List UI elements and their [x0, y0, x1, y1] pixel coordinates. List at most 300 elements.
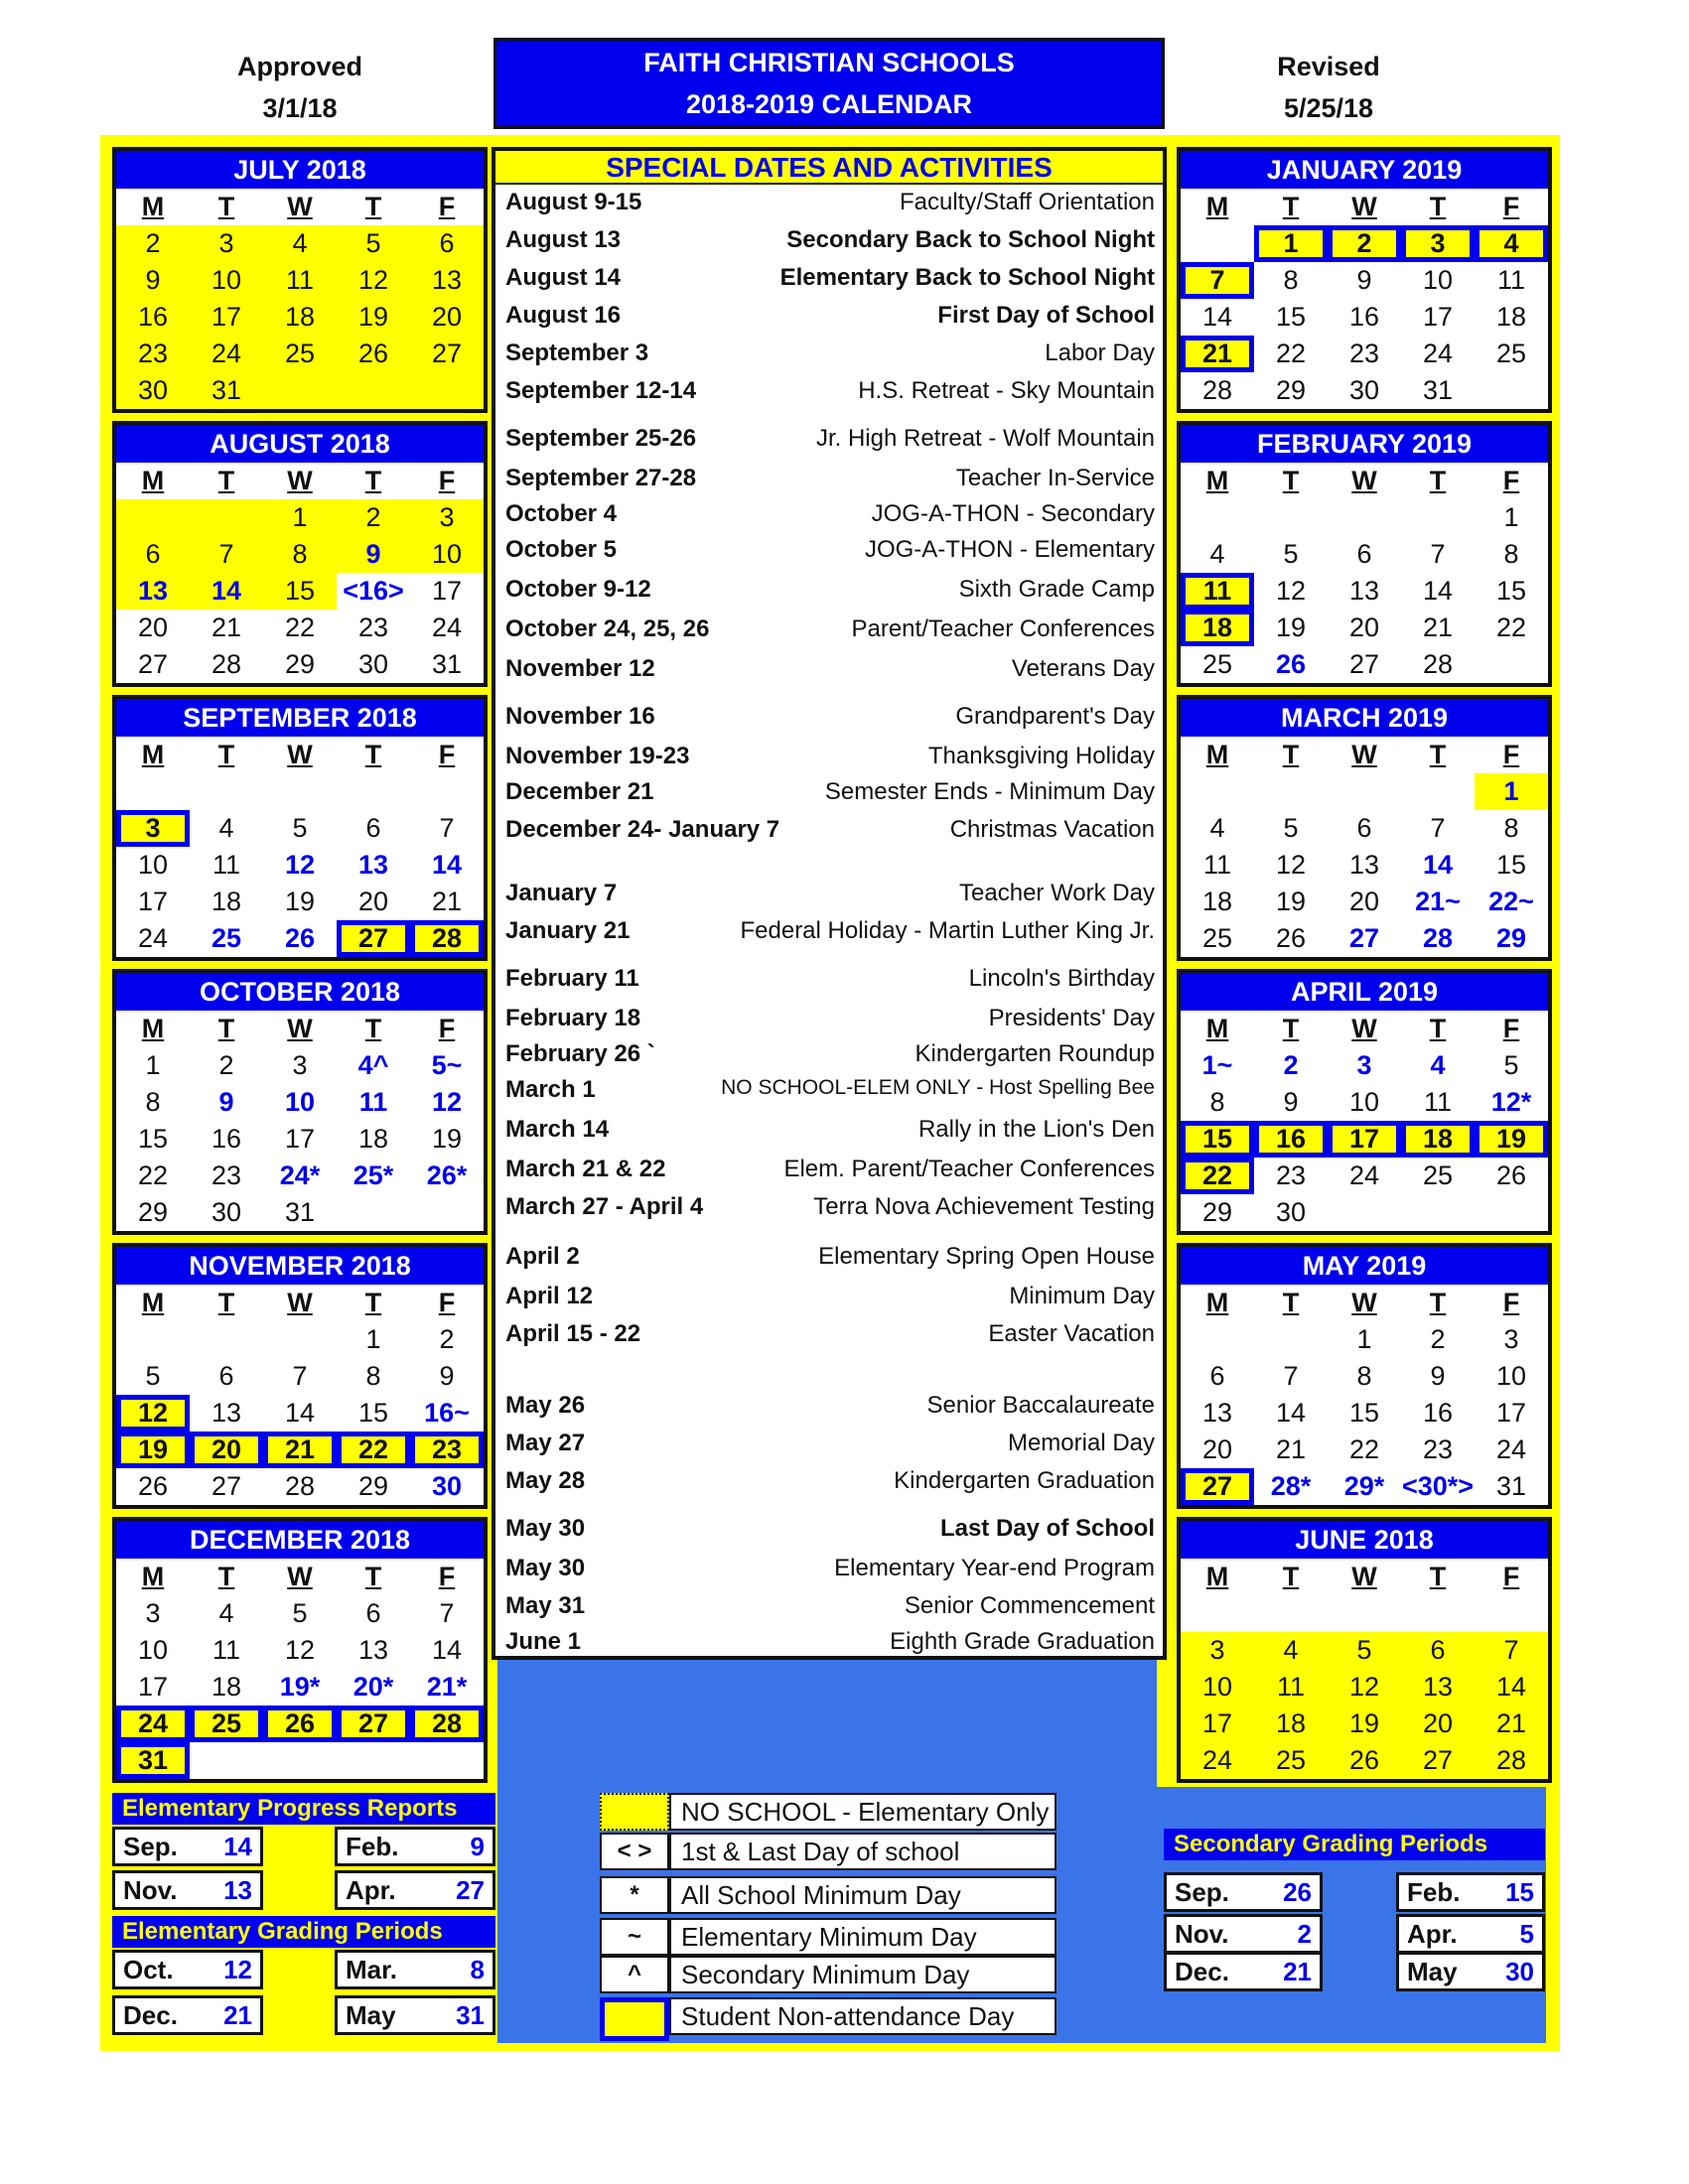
- day-cell: 27: [337, 1706, 410, 1742]
- weekday-header: W: [287, 1288, 313, 1317]
- event-row: [505, 1628, 1155, 1656]
- grading-date: [112, 1870, 263, 1910]
- event-date: March 27 - April 4: [505, 1193, 704, 1220]
- event-row: [505, 743, 1155, 770]
- day-cell: 30: [211, 1197, 242, 1227]
- day-cell: 6: [365, 813, 381, 843]
- weekday-header: M: [141, 1014, 165, 1043]
- day-cell: 1: [1254, 225, 1328, 262]
- day-cell: [337, 1194, 410, 1231]
- day-cell: 21: [1275, 1434, 1307, 1464]
- event-name: Minimum Day: [1009, 1283, 1155, 1309]
- day-cell: 25: [1201, 649, 1233, 679]
- weekday-header: W: [1351, 1288, 1377, 1317]
- grading-date: [335, 1950, 495, 1989]
- day-cell: 4: [1209, 813, 1225, 843]
- day-cell: [1181, 499, 1254, 536]
- month-calendar: [112, 695, 488, 961]
- day-cell: 26*: [426, 1160, 468, 1190]
- day-cell: 28: [1475, 1742, 1548, 1779]
- day-cell: 24: [1422, 339, 1454, 368]
- day-cell: [337, 1742, 410, 1779]
- day-cell: 6: [365, 1598, 381, 1628]
- revised-date: 5/25/18: [1283, 93, 1374, 123]
- event-row: [505, 1283, 1155, 1310]
- day-cell: 13: [1401, 1669, 1475, 1706]
- day-cell: 18: [1401, 1121, 1475, 1158]
- month-grid: [116, 1011, 484, 1231]
- month-calendar: [1177, 1517, 1552, 1783]
- day-cell: 4: [218, 1598, 234, 1628]
- day-cell: [116, 499, 190, 536]
- day-cell: 9: [1283, 1087, 1299, 1117]
- day-cell: 30: [431, 1471, 463, 1501]
- grading-month: Dec.: [123, 1999, 178, 2030]
- day-cell: 19: [116, 1432, 190, 1468]
- day-cell: 10: [190, 262, 263, 299]
- day-cell: [1254, 773, 1328, 810]
- weekday-header: W: [1351, 192, 1377, 221]
- grading-day: 12: [223, 1954, 252, 1984]
- event-date: May 30: [505, 1555, 586, 1581]
- day-cell: 19*: [279, 1672, 321, 1702]
- day-cell: 8: [1503, 539, 1519, 569]
- month-grid: [116, 463, 484, 683]
- legend-label: Elementary Minimum Day: [669, 1918, 1056, 1956]
- day-cell: 6: [1401, 1632, 1475, 1669]
- month-title: JULY 2018: [116, 151, 484, 189]
- day-cell: 29*: [1343, 1471, 1385, 1501]
- event-date: August 9-15: [505, 189, 642, 215]
- event-date: October 5: [505, 536, 618, 563]
- day-cell: 29: [357, 1471, 389, 1501]
- day-cell: 5: [292, 1598, 308, 1628]
- day-cell: [1475, 372, 1548, 409]
- day-cell: 31: [116, 1742, 190, 1779]
- weekday-header: T: [1429, 1288, 1447, 1317]
- day-cell: 21: [431, 887, 463, 916]
- grading-date: [1164, 1914, 1323, 1954]
- weekday-header: M: [1205, 1562, 1229, 1591]
- weekday-header: T: [1282, 740, 1300, 769]
- month-calendar: [112, 1243, 488, 1509]
- day-cell: [1328, 499, 1401, 536]
- grading-date: [1396, 1952, 1545, 1991]
- day-cell: 30: [1348, 375, 1380, 405]
- day-cell: 27: [1348, 923, 1380, 953]
- day-cell: 31: [1495, 1471, 1527, 1501]
- event-row: [505, 425, 1155, 453]
- day-cell: 25: [1495, 339, 1527, 368]
- event-name: Sixth Grade Camp: [958, 576, 1155, 603]
- weekday-header: M: [141, 192, 165, 221]
- grading-date: [1396, 1872, 1545, 1912]
- event-name: Grandparent's Day: [955, 703, 1155, 730]
- day-cell: 3: [1356, 1050, 1372, 1080]
- day-cell: 12: [1275, 850, 1307, 880]
- day-cell: 10: [410, 536, 484, 573]
- event-date: December 21: [505, 778, 654, 805]
- weekday-header: T: [1429, 1014, 1447, 1043]
- event-name: Elementary Spring Open House: [818, 1243, 1155, 1270]
- day-cell: 7: [1181, 262, 1254, 299]
- grading-month: Nov.: [123, 1874, 178, 1905]
- day-cell: 5: [1283, 813, 1299, 843]
- day-cell: 17: [1181, 1706, 1254, 1742]
- day-cell: 11: [263, 262, 337, 299]
- day-cell: 27: [137, 649, 169, 679]
- weekday-header: T: [217, 1014, 235, 1043]
- day-cell: 11: [1254, 1669, 1328, 1706]
- day-cell: 28: [410, 920, 484, 957]
- weekday-header: F: [438, 1288, 456, 1317]
- day-cell: [1328, 773, 1401, 810]
- weekday-header: W: [1351, 1014, 1377, 1043]
- day-cell: 19: [1275, 613, 1307, 642]
- day-cell: [410, 773, 484, 810]
- grading-day: 15: [1505, 1876, 1534, 1907]
- day-cell: 3: [1401, 225, 1475, 262]
- weekday-header: T: [1282, 192, 1300, 221]
- day-cell: 12*: [1490, 1087, 1532, 1117]
- day-cell: 9: [218, 1087, 234, 1117]
- day-cell: 14: [1422, 850, 1454, 880]
- event-row: [505, 1243, 1155, 1271]
- event-name: Federal Holiday - Martin Luther King Jr.: [740, 917, 1155, 944]
- weekday-header: F: [1502, 1562, 1520, 1591]
- grading-month: Apr.: [1407, 1918, 1458, 1949]
- event-row: [505, 816, 1155, 844]
- day-cell: 9: [337, 536, 410, 573]
- weekday-header: T: [364, 1288, 382, 1317]
- day-cell: [337, 773, 410, 810]
- grading-date: [335, 1870, 495, 1910]
- day-cell: 25: [1254, 1742, 1328, 1779]
- day-cell: 15: [357, 1398, 389, 1428]
- legend-label: All School Minimum Day: [669, 1876, 1056, 1914]
- day-cell: 27: [211, 1471, 242, 1501]
- event-date: May 27: [505, 1430, 586, 1456]
- grading-month: May: [346, 1999, 396, 2030]
- month-title: JANUARY 2019: [1181, 151, 1548, 189]
- day-cell: 6: [218, 1361, 234, 1391]
- day-cell: 19: [1475, 1121, 1548, 1158]
- weekday-header: T: [1429, 740, 1447, 769]
- grading-title: Secondary Grading Periods: [1164, 1829, 1545, 1860]
- day-cell: 2: [1328, 225, 1401, 262]
- day-cell: 29: [284, 649, 316, 679]
- day-cell: 11: [211, 850, 241, 880]
- day-cell: 18: [1254, 1706, 1328, 1742]
- event-name: Elementary Back to School Night: [779, 264, 1155, 291]
- weekday-header: M: [1205, 1014, 1229, 1043]
- month-grid: [1181, 1559, 1548, 1779]
- day-cell: 16: [1422, 1398, 1454, 1428]
- day-cell: 9: [1356, 265, 1372, 295]
- event-date: April 2: [505, 1243, 580, 1270]
- day-cell: 1: [145, 1050, 161, 1080]
- day-cell: 17: [1495, 1398, 1527, 1428]
- day-cell: 17: [190, 299, 263, 336]
- event-row: [505, 1156, 1155, 1183]
- day-cell: 6: [1209, 1361, 1225, 1391]
- event-row: [505, 1392, 1155, 1420]
- weekday-header: W: [287, 1014, 313, 1043]
- grading-day: 27: [456, 1874, 485, 1905]
- month-title: OCTOBER 2018: [116, 973, 484, 1011]
- day-cell: 2: [337, 499, 410, 536]
- day-cell: 7: [292, 1361, 308, 1391]
- weekday-header: F: [1502, 466, 1520, 495]
- day-cell: 23: [1275, 1160, 1307, 1190]
- day-cell: 12: [284, 850, 316, 880]
- weekday-header: M: [141, 1288, 165, 1317]
- event-name: Parent/Teacher Conferences: [851, 615, 1155, 642]
- day-cell: 24: [1495, 1434, 1527, 1464]
- day-cell: 10: [1495, 1361, 1527, 1391]
- event-row: [505, 1555, 1155, 1582]
- event-row: [505, 500, 1155, 528]
- day-cell: 12: [337, 262, 410, 299]
- day-cell: 11: [358, 1087, 388, 1117]
- event-row: [505, 1193, 1155, 1221]
- day-cell: 2: [1430, 1324, 1446, 1354]
- header-revised: [1180, 46, 1478, 129]
- day-cell: 19: [431, 1124, 463, 1154]
- legend-label: Student Non-attendance Day: [669, 1997, 1056, 2035]
- day-cell: [337, 372, 410, 409]
- weekday-header: T: [364, 466, 382, 495]
- day-cell: 21~: [1415, 887, 1461, 916]
- grading-title: Elementary Progress Reports: [112, 1793, 495, 1825]
- month-title: NOVEMBER 2018: [116, 1247, 484, 1285]
- day-cell: 25: [1201, 923, 1233, 953]
- weekday-header: W: [287, 192, 313, 221]
- weekday-header: W: [287, 466, 313, 495]
- event-date: September 25-26: [505, 425, 697, 452]
- day-cell: [263, 372, 337, 409]
- day-cell: 3: [410, 499, 484, 536]
- grading-date: [1164, 1872, 1323, 1912]
- day-cell: 23: [211, 1160, 242, 1190]
- event-name: Lincoln's Birthday: [968, 965, 1155, 992]
- legend-label: Secondary Minimum Day: [669, 1956, 1056, 1993]
- day-cell: 18: [357, 1124, 389, 1154]
- month-grid: [116, 189, 484, 409]
- day-cell: 2: [218, 1050, 234, 1080]
- day-cell: 17: [431, 576, 463, 606]
- day-cell: [263, 1321, 337, 1358]
- day-cell: 13: [410, 262, 484, 299]
- day-cell: 23: [410, 1432, 484, 1468]
- day-cell: 3: [116, 810, 190, 847]
- day-cell: 18: [1201, 887, 1233, 916]
- legend-label: NO SCHOOL - Elementary Only: [669, 1793, 1056, 1831]
- day-cell: 6: [116, 536, 190, 573]
- day-cell: [1254, 1321, 1328, 1358]
- day-cell: 4: [1209, 539, 1225, 569]
- day-cell: [190, 1321, 263, 1358]
- special-dates-title: SPECIAL DATES AND ACTIVITIES: [495, 151, 1163, 185]
- day-cell: 24: [431, 613, 463, 642]
- day-cell: 31: [1422, 375, 1454, 405]
- day-cell: 1: [1475, 773, 1548, 810]
- day-cell: 18: [1495, 302, 1527, 332]
- weekday-header: W: [287, 1562, 313, 1591]
- page-subtitle: 2018-2019 CALENDAR: [685, 89, 973, 119]
- day-cell: 15: [137, 1124, 169, 1154]
- event-date: March 14: [505, 1116, 610, 1143]
- day-cell: 6: [1356, 539, 1372, 569]
- event-date: November 19-23: [505, 743, 690, 769]
- grading-day: 2: [1297, 1918, 1312, 1949]
- day-cell: 13: [1348, 850, 1380, 880]
- day-cell: <30*>: [1401, 1471, 1475, 1501]
- event-date: August 13: [505, 226, 622, 253]
- day-cell: [1328, 1595, 1401, 1632]
- event-date: September 27-28: [505, 465, 697, 491]
- event-row: [505, 189, 1155, 216]
- event-name: Last Day of School: [939, 1515, 1155, 1542]
- day-cell: 1~: [1201, 1050, 1233, 1080]
- day-cell: 24: [1348, 1160, 1380, 1190]
- day-cell: 28: [1422, 923, 1454, 953]
- month-grid: [1181, 189, 1548, 409]
- legend-key: ~: [600, 1918, 669, 1956]
- day-cell: 22: [284, 613, 316, 642]
- weekday-header: W: [1351, 740, 1377, 769]
- day-cell: 16: [116, 299, 190, 336]
- event-name: Kindergarten Roundup: [915, 1040, 1155, 1067]
- grading-month: Nov.: [1175, 1918, 1229, 1949]
- weekday-header: M: [1205, 466, 1229, 495]
- day-cell: [1401, 499, 1475, 536]
- event-name: Teacher In-Service: [955, 465, 1155, 491]
- month-calendar: [112, 421, 488, 687]
- day-cell: 4: [263, 225, 337, 262]
- day-cell: 22~: [1488, 887, 1534, 916]
- event-row: [505, 655, 1155, 683]
- day-cell: 22: [1348, 1434, 1380, 1464]
- day-cell: 19: [1275, 887, 1307, 916]
- month-calendar: [112, 969, 488, 1235]
- day-cell: 20: [410, 299, 484, 336]
- day-cell: [190, 1742, 263, 1779]
- day-cell: 10: [1422, 265, 1454, 295]
- day-cell: 2: [439, 1324, 455, 1354]
- day-cell: 1: [1356, 1324, 1372, 1354]
- weekday-header: W: [1351, 1562, 1377, 1591]
- day-cell: 8: [365, 1361, 381, 1391]
- day-cell: 24: [1181, 1742, 1254, 1779]
- day-cell: 13: [116, 573, 190, 610]
- special-dates-panel: [492, 147, 1167, 1660]
- weekday-header: M: [141, 466, 165, 495]
- month-title: SEPTEMBER 2018: [116, 699, 484, 737]
- day-cell: 20: [1201, 1434, 1233, 1464]
- weekday-header: M: [1205, 192, 1229, 221]
- day-cell: 12: [284, 1635, 316, 1665]
- day-cell: 18: [211, 1672, 242, 1702]
- event-row: [505, 465, 1155, 492]
- event-date: April 12: [505, 1283, 594, 1309]
- event-date: May 26: [505, 1392, 586, 1419]
- day-cell: 17: [284, 1124, 316, 1154]
- day-cell: 20: [1348, 887, 1380, 916]
- weekday-header: T: [217, 740, 235, 769]
- weekday-header: F: [1502, 740, 1520, 769]
- month-title: MARCH 2019: [1181, 699, 1548, 737]
- grading-day: 5: [1519, 1918, 1534, 1949]
- event-row: [505, 264, 1155, 292]
- day-cell: 26: [1328, 1742, 1401, 1779]
- legend-key: [600, 1793, 669, 1831]
- event-name: First Day of School: [937, 302, 1155, 329]
- day-cell: 14: [431, 850, 463, 880]
- weekday-header: T: [217, 1288, 235, 1317]
- day-cell: 1: [365, 1324, 381, 1354]
- event-date: January 21: [505, 917, 631, 944]
- day-cell: 20: [357, 887, 389, 916]
- day-cell: 2: [1283, 1050, 1299, 1080]
- day-cell: [410, 1194, 484, 1231]
- day-cell: 8: [1356, 1361, 1372, 1391]
- month-title: APRIL 2019: [1181, 973, 1548, 1011]
- grading-month: Dec.: [1175, 1956, 1229, 1986]
- day-cell: 26: [1275, 923, 1307, 953]
- weekday-header: F: [1502, 1288, 1520, 1317]
- weekday-header: W: [287, 740, 313, 769]
- day-cell: 25: [190, 1706, 263, 1742]
- day-cell: 12: [1328, 1669, 1401, 1706]
- day-cell: 15: [1181, 1121, 1254, 1158]
- day-cell: 22: [1495, 613, 1527, 642]
- day-cell: 28: [211, 649, 242, 679]
- weekday-header: W: [1351, 466, 1377, 495]
- event-row: [505, 1076, 1155, 1104]
- day-cell: 14: [190, 573, 263, 610]
- event-date: August 14: [505, 264, 622, 291]
- event-name: Memorial Day: [1007, 1430, 1155, 1456]
- day-cell: 2: [116, 225, 190, 262]
- day-cell: 25*: [352, 1160, 394, 1190]
- grading-month: May: [1407, 1956, 1458, 1986]
- day-cell: 8: [1503, 813, 1519, 843]
- day-cell: 5~: [431, 1050, 463, 1080]
- day-cell: 28*: [1270, 1471, 1312, 1501]
- legend-key: ^: [600, 1956, 669, 1993]
- day-cell: <16>: [343, 576, 404, 606]
- weekday-header: F: [1502, 192, 1520, 221]
- day-cell: 17: [1328, 1121, 1401, 1158]
- weekday-header: T: [1282, 466, 1300, 495]
- event-row: [505, 1467, 1155, 1495]
- month-title: DECEMBER 2018: [116, 1521, 484, 1559]
- day-cell: 1: [1503, 502, 1519, 532]
- day-cell: 28: [1422, 649, 1454, 679]
- grading-date: [335, 1995, 495, 2035]
- day-cell: 16: [1348, 302, 1380, 332]
- day-cell: 21: [1475, 1706, 1548, 1742]
- month-grid: [1181, 1285, 1548, 1505]
- event-date: March 1: [505, 1076, 596, 1103]
- day-cell: 10: [284, 1087, 316, 1117]
- weekday-header: F: [438, 1562, 456, 1591]
- day-cell: 4: [1475, 225, 1548, 262]
- day-cell: 22: [337, 1432, 410, 1468]
- event-row: [505, 576, 1155, 604]
- weekday-header: T: [1282, 1562, 1300, 1591]
